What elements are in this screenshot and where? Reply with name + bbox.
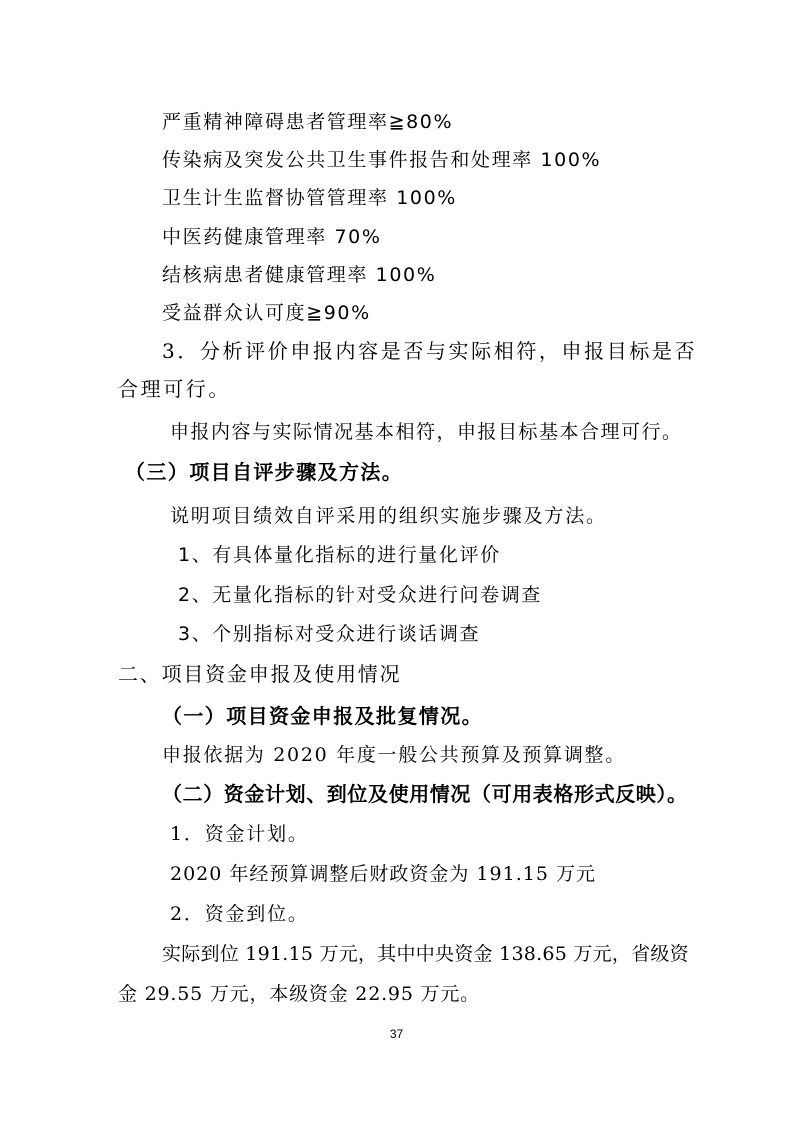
section-heading-funding: 二、项目资金申报及使用情况 bbox=[118, 662, 402, 686]
paragraph-funding-arrival-detail-continued: 金 29.55 万元，本级资金 22.95 万元。 bbox=[118, 983, 480, 1005]
paragraph-evaluation-methods: 说明项目绩效自评采用的组织实施步骤及方法。 bbox=[170, 505, 607, 527]
subheading-funding-plan: 1．资金计划。 bbox=[170, 823, 309, 845]
paragraph-application-basis: 申报依据为 2020 年度一般公共预算及预算调整。 bbox=[162, 744, 626, 766]
paragraph-funding-plan-amount: 2020 年经预算调整后财政资金为 191.15 万元 bbox=[170, 863, 596, 885]
heading-analysis-question: 3．分析评价申报内容是否与实际相符，申报目标是否 bbox=[162, 339, 698, 363]
line-public-satisfaction-rate: 受益群众认可度≧90% bbox=[162, 302, 371, 324]
section-heading-funding-plan: （二）资金计划、到位及使用情况（可用表格形式反映）。 bbox=[162, 782, 688, 806]
paragraph-funding-arrival-detail: 实际到位 191.15 万元，其中中央资金 138.65 万元，省级资 bbox=[162, 943, 689, 965]
heading-analysis-question-continued: 合理可行。 bbox=[118, 377, 231, 401]
section-heading-self-evaluation-steps: （三）项目自评步骤及方法。 bbox=[125, 460, 404, 484]
line-infectious-disease-reporting-rate: 传染病及突发公共卫生事件报告和处理率 100% bbox=[162, 149, 602, 171]
line-tuberculosis-management-rate: 结核病患者健康管理率 100% bbox=[162, 264, 437, 286]
list-item-quantitative-evaluation: 1、有具体量化指标的进行量化评价 bbox=[178, 544, 501, 566]
subheading-funding-arrival: 2．资金到位。 bbox=[170, 903, 309, 925]
list-item-questionnaire-survey: 2、无量化指标的针对受众进行问卷调查 bbox=[178, 584, 542, 606]
line-tcm-health-management-rate: 中医药健康管理率 70% bbox=[162, 226, 382, 248]
list-item-interview-survey: 3、个别指标对受众进行谈话调查 bbox=[178, 623, 481, 645]
line-severe-mental-disorder-rate: 严重精神障碍患者管理率≧80% bbox=[162, 111, 454, 133]
paragraph-analysis-answer: 申报内容与实际情况基本相符，申报目标基本合理可行。 bbox=[170, 421, 683, 443]
line-health-supervision-rate: 卫生计生监督协管管理率 100% bbox=[162, 187, 457, 209]
section-heading-funding-application: （一）项目资金申报及批复情况。 bbox=[162, 704, 483, 728]
page-number: 37 bbox=[389, 1027, 404, 1041]
